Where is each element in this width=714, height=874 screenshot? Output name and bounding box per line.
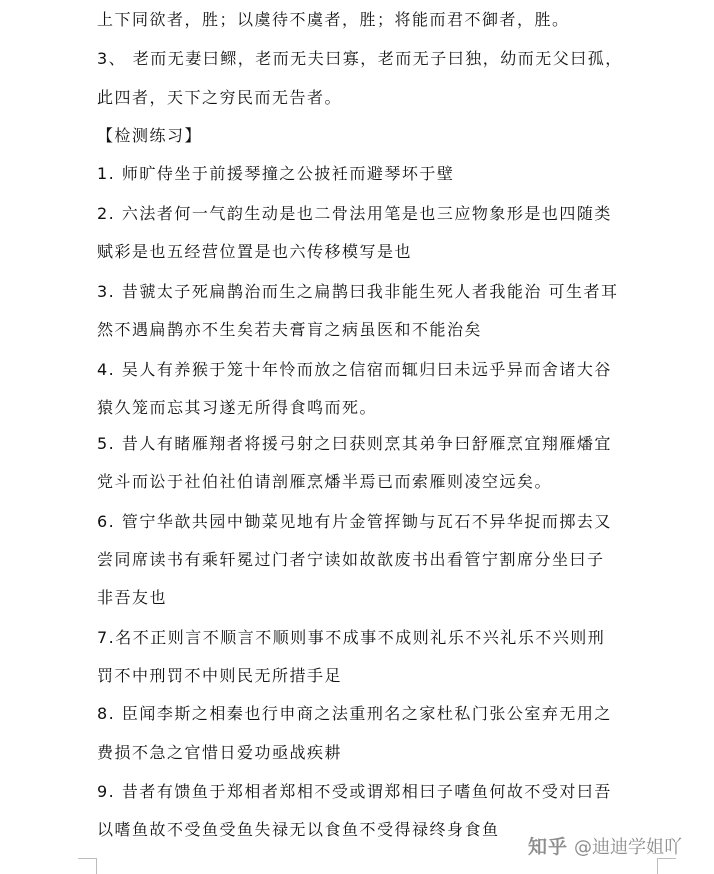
document-line: 7.名不正则言不顺言不顺则事不成事不成则礼乐不兴礼乐不兴则刑 <box>97 628 606 647</box>
document-line: 【检测练习】 <box>97 126 203 145</box>
document-line: 然不遇扁鹊亦不生矣若夫膏肓之病虽医和不能治矣 <box>97 320 483 339</box>
watermark-brand: 知乎 <box>528 836 569 858</box>
page-corner-mark-left <box>78 858 97 874</box>
document-line: 6. 管宁华歆共园中锄菜见地有片金管挥锄与瓦石不异华捉而掷去又 <box>97 512 612 531</box>
document-line: 4. 吴人有养猴于笼十年怜而放之信宿而辄归曰未远乎异而舍诸大谷 <box>97 360 612 379</box>
document-line: 此四者，天下之穷民而无告者。 <box>97 88 343 107</box>
document-line: 2. 六法者何一气韵生动是也二骨法用笔是也三应物象形是也四随类 <box>97 204 612 223</box>
page-corner-mark-right <box>657 858 676 874</box>
document-line: 以嗜鱼故不受鱼受鱼失禄无以食鱼不受得禄终身食鱼 <box>97 820 500 839</box>
document-line: 党斗而讼于社伯社伯请剖雁烹燔半焉已而索雁则凌空远矣。 <box>97 472 553 491</box>
document-line: 非吾友也 <box>97 588 168 607</box>
watermark-user: @迪迪学姐吖 <box>574 836 683 858</box>
document-line: 3、 老而无妻曰鳏，老而无夫曰寡，老而无子曰独，幼而无父曰孤， <box>97 49 623 68</box>
document-line: 1. 师旷侍坐于前援琴撞之公披衽而避琴坏于壁 <box>97 164 455 183</box>
document-line: 罚不中刑罚不中则民无所措手足 <box>97 666 343 685</box>
document-line: 9. 昔者有馈鱼于郑相者郑相不受或谓郑相曰子嗜鱼何故不受对曰吾 <box>97 782 612 801</box>
document-line: 5. 昔人有睹雁翔者将援弓射之曰获则烹其弟争曰舒雁烹宜翔雁燔宜 <box>97 434 612 453</box>
document-line: 赋彩是也五经营位置是也六传移模写是也 <box>97 242 413 261</box>
document-line: 8. 臣闻李斯之相秦也行申商之法重刑名之家杜私门张公室弃无用之 <box>97 704 612 723</box>
watermark <box>528 832 682 859</box>
document-line: 尝同席读书有乘轩冕过门者宁读如故歆废书出看管宁割席分坐曰子 <box>97 550 605 569</box>
document-line: 3. 昔虢太子死扁鹊治而生之扁鹊曰我非能生死人者我能治 可生者耳 <box>97 282 619 301</box>
document-line: 上下同欲者，胜；以虞待不虞者，胜；将能而君不御者，胜。 <box>97 10 570 29</box>
document-line: 费损不急之官惜日爱功亟战疾耕 <box>97 743 343 762</box>
document-line: 猿久笼而忘其习遂无所得食鸣而死。 <box>97 398 378 417</box>
